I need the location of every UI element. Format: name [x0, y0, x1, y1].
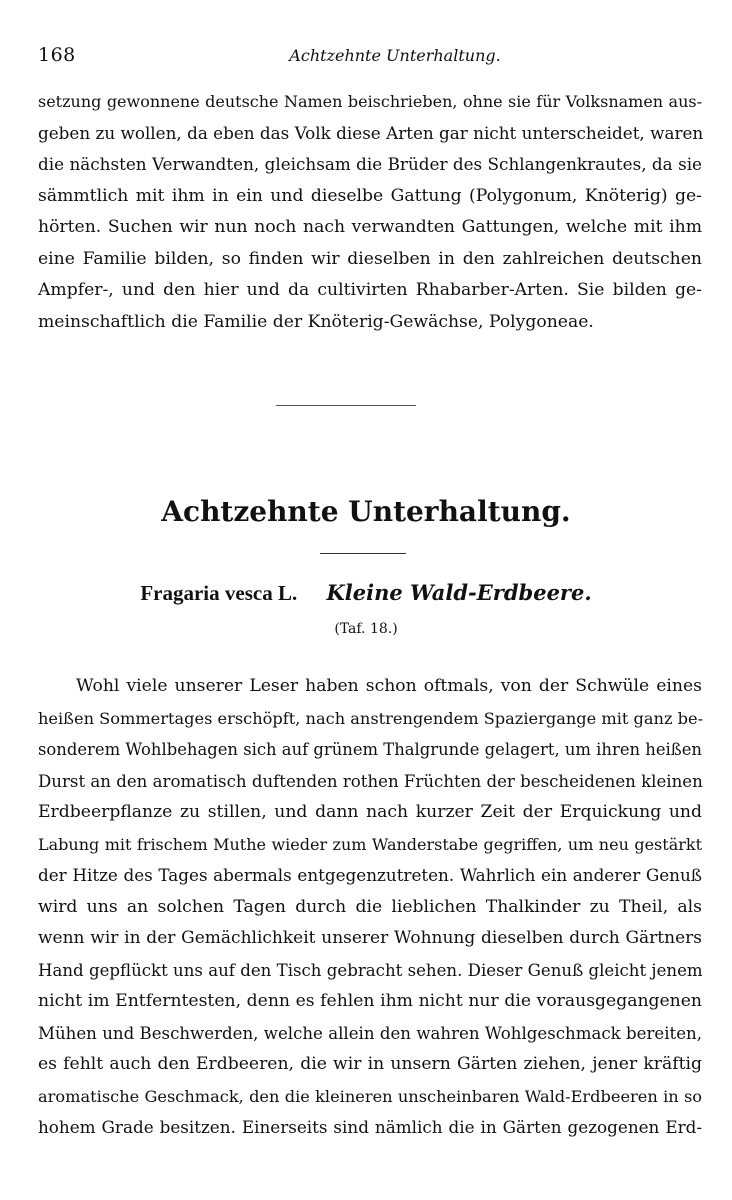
- text-line-first: [38, 671, 702, 703]
- page-header: [38, 44, 692, 72]
- text-line: es fehlt auch den Erdbeeren, die wir in unsern Gärten ziehen, jener kräftig: [38, 1054, 702, 1074]
- section-divider: [276, 405, 416, 406]
- plate-reference: (Taf. 18.): [334, 621, 398, 637]
- text-line: Hand gepflückt uns auf den Tisch gebracht sehen. Dieser Genuß gleicht jenem: [38, 960, 703, 980]
- text-line: Durst an den aromatisch duftenden rothen Früchten der bescheidenen kleinen: [38, 771, 703, 791]
- text-line: heißen Sommertages erschöpft, nach anstrengendem Spaziergange mit ganz be-: [38, 708, 704, 728]
- text-line: hörten. Suchen wir nun noch nach verwandten Gattungen, welche mit ihm: [38, 217, 702, 237]
- running-head: Achtzehnte Unterhaltung.: [289, 46, 501, 65]
- text-line: wenn wir in der Gemächlichkeit unserer Wohnung dieselben durch Gärtners: [38, 928, 702, 948]
- text-line: meinschaftlich die Familie der Knöterig-Gewächse, Polygoneae.: [38, 311, 594, 332]
- text-line: hohem Grade besitzen. Einerseits sind nämlich die in Gärten gezogenen Erd-: [38, 1117, 702, 1137]
- text-line: wird uns an solchen Tagen durch die lieblichen Thalkinder zu Theil, als: [38, 896, 702, 917]
- text-line: geben zu wollen, da eben das Volk diese Arten gar nicht unterscheidet, waren: [38, 122, 704, 143]
- text-line: die nächsten Verwandten, gleichsam die Brüder des Schlangenkrautes, da sie: [38, 154, 702, 174]
- text-line: Mühen und Beschwerden, welche allein den wahren Wohlgeschmack bereiten,: [38, 1023, 702, 1043]
- latin-name: Fragaria vesca L.: [140, 581, 298, 605]
- common-name: Kleine Wald-Erdbeere.: [326, 580, 592, 605]
- text-line: sonderem Wohlbehagen sich auf grünem Thalgrunde gelagert, um ihren heißen: [38, 740, 702, 759]
- paragraph-continued: [38, 86, 702, 338]
- text-line: Erdbeerpflanze zu stillen, und dann nach kurzer Zeit der Erquickung und: [38, 802, 702, 822]
- chapter-title: Achtzehnte Unterhaltung.: [161, 495, 571, 528]
- species-heading: [0, 580, 732, 606]
- page-number: 168: [38, 44, 76, 66]
- text-line: nicht im Entferntesten, denn es fehlen ihm nicht nur die vorausgegangenen: [38, 991, 702, 1011]
- text-line: Ampfer-, und den hier und da cultivirten Rhabarber-Arten. Sie bilden ge-: [38, 280, 702, 300]
- text-line: eine Familie bilden, so finden wir dieselben in den zahlreichen deutschen: [38, 248, 702, 269]
- paragraph-main: [38, 671, 702, 1144]
- text-line: Wohl viele unserer Leser haben schon oftmals, von der Schwüle eines: [76, 676, 702, 696]
- text-line: sämmtlich mit ihm in ein und dieselbe Gattung (Polygonum, Knöterig) ge-: [38, 185, 702, 206]
- text-line: der Hitze des Tages abermals entgegenzutreten. Wahrlich ein anderer Genuß: [38, 865, 702, 885]
- title-rule: [320, 553, 406, 554]
- text-line: aromatische Geschmack, den die kleineren unscheinbaren Wald-Erdbeeren in so: [38, 1086, 702, 1106]
- text-line: Labung mit frischem Muthe wieder zum Wanderstabe gegriffen, um neu gestärkt: [38, 834, 702, 854]
- text-line: setzung gewonnene deutsche Namen beischrieben, ohne sie für Volksnamen aus-: [38, 92, 702, 111]
